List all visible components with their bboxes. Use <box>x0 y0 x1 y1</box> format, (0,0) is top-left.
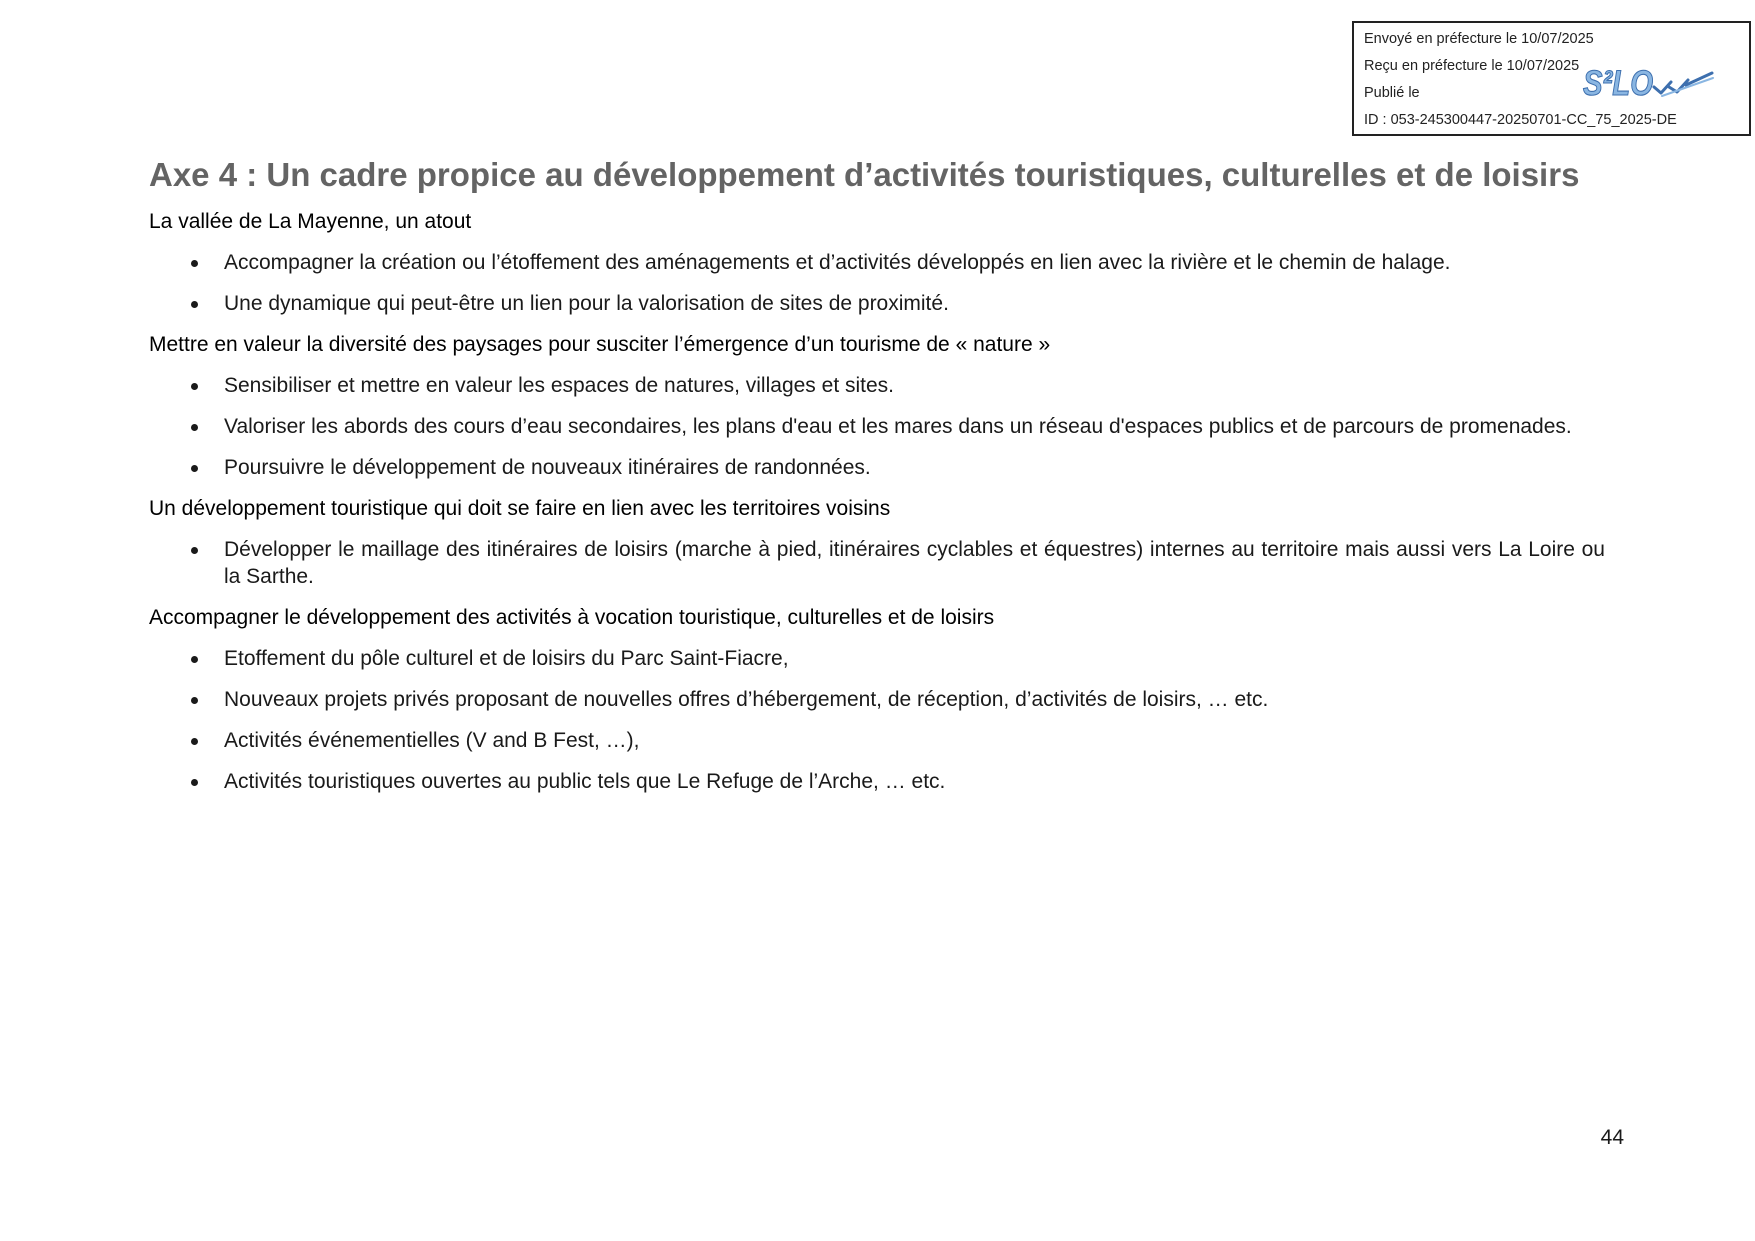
bullet-icon <box>191 738 198 745</box>
list-item <box>149 413 1605 440</box>
bullet-list <box>149 536 1605 590</box>
bullet-icon <box>191 697 198 704</box>
bullet-icon <box>191 383 198 390</box>
stamp-published: Publié le <box>1364 85 1420 101</box>
bullet-list <box>149 645 1605 795</box>
list-item-text: Sensibiliser et mettre en valeur les espaces de natures, villages et sites. <box>224 374 895 397</box>
list-item <box>149 454 1605 481</box>
section-title: Un développement touristique qui doit se faire en lien avec les territoires voisins <box>149 497 891 520</box>
section-title: Mettre en valeur la diversité des paysages pour susciter l’émergence d’un tourisme de « nature » <box>149 333 1051 356</box>
list-item-text: Développer le maillage des itinéraires de loisirs (marche à pied, itinéraires cyclables et équestres) internes au territoire mais aussi vers La Loire ou la Sarthe. <box>224 538 1605 588</box>
bullet-icon <box>191 779 198 786</box>
list-item-text: Valoriser les abords des cours d’eau secondaires, les plans d'eau et les mares dans un réseau d'espaces publics et de parcours de promenades. <box>224 415 1572 438</box>
logo-text: S²LO <box>1583 64 1653 103</box>
section-activites-loisirs <box>149 604 1605 795</box>
list-item <box>149 768 1605 795</box>
bullet-list <box>149 372 1605 481</box>
section-paysages-nature <box>149 331 1605 481</box>
bullet-icon <box>191 301 198 308</box>
list-item <box>149 372 1605 399</box>
section-title: La vallée de La Mayenne, un atout <box>149 210 472 233</box>
section-territoires-voisins <box>149 495 1605 590</box>
bullet-icon <box>191 547 198 554</box>
list-item <box>149 290 1605 317</box>
bullet-icon <box>191 424 198 431</box>
stamp-sent-date: Envoyé en préfecture le 10/07/2025 <box>1364 31 1594 47</box>
bullet-icon <box>191 656 198 663</box>
section-vallee-mayenne <box>149 208 1605 317</box>
list-item <box>149 645 1605 672</box>
list-item <box>149 686 1605 713</box>
swoosh-icon <box>1654 73 1712 93</box>
document-body <box>149 208 1605 809</box>
list-item-text: Activités événementielles (V and B Fest, …), <box>224 729 640 752</box>
s2lo-logo <box>1578 60 1728 104</box>
bullet-icon <box>191 465 198 472</box>
list-item <box>149 727 1605 754</box>
prefecture-stamp <box>1352 21 1751 136</box>
list-item-text: Une dynamique qui peut-être un lien pour la valorisation de sites de proximité. <box>224 292 949 315</box>
page-heading: Axe 4 : Un cadre propice au développement d’activités touristiques, culturelles et de loisirs <box>149 157 1580 193</box>
list-item <box>149 536 1605 590</box>
list-item-text: Nouveaux projets privés proposant de nouvelles offres d’hébergement, de réception, d’activités de loisirs, … etc. <box>224 688 1269 711</box>
bullet-list <box>149 249 1605 317</box>
list-item-text: Etoffement du pôle culturel et de loisirs du Parc Saint-Fiacre, <box>224 647 789 670</box>
list-item <box>149 249 1605 276</box>
bullet-icon <box>191 260 198 267</box>
section-title: Accompagner le développement des activités à vocation touristique, culturelles et de loisirs <box>149 606 995 629</box>
stamp-id: ID : 053-245300447-20250701-CC_75_2025-DE <box>1364 112 1677 128</box>
stamp-received-date: Reçu en préfecture le 10/07/2025 <box>1364 58 1580 74</box>
page-number: 44 <box>1600 1126 1624 1149</box>
list-item-text: Accompagner la création ou l’étoffement des aménagements et d’activités développés en lien avec la rivière et le chemin de halage. <box>224 251 1451 274</box>
list-item-text: Activités touristiques ouvertes au public tels que Le Refuge de l’Arche, … etc. <box>224 770 946 793</box>
list-item-text: Poursuivre le développement de nouveaux itinéraires de randonnées. <box>224 456 871 479</box>
